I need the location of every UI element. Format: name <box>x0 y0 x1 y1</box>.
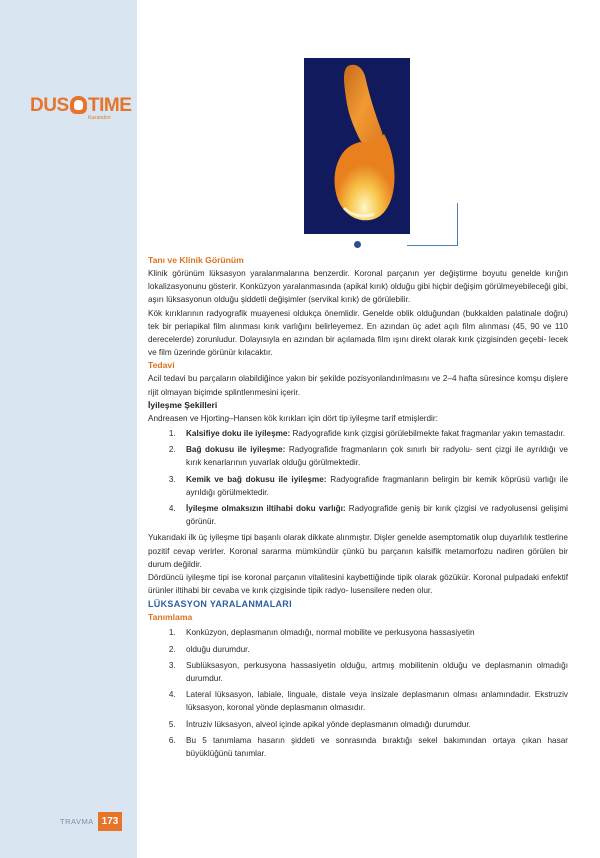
paragraph: Klinik görünüm lüksasyon yaralanmalarına benzerdir. Koronal parçanın yer değiştirme boyutu genelde kırığın lokalizasyonunu gösterir. Konküzyon yaralanmasında (apikal kırık) olduğu gibi hiçbir değişim görülmeyebileceği gibi, aşırı lüksasyonun olduğu şiddetli değişimler (servikal kırık) de görülebilir. <box>148 269 568 305</box>
paragraph: Andreasen ve Hjorting–Hansen kök kırıkları için dört tip iyileşme tarif etmişlerdir: <box>148 413 438 423</box>
list-item: 2. olduğu durumdur. <box>178 643 568 656</box>
list-item-text: Radyografide geniş bir kırık çizgisi ve radyolusensi gelişimi görünür. <box>186 504 568 527</box>
figure-callout-line <box>407 203 458 246</box>
list-item <box>178 473 568 499</box>
logo-text-left: DUS <box>30 95 69 116</box>
logo-text-right: TIME <box>88 95 132 116</box>
list-item: 3. Sublüksasyon, perkusyona hassasiyetin olduğu, artmış mobilitenin olduğu ve deplasmanın olmadığı durumdur. <box>178 659 568 685</box>
paragraph: Kök kırıklarının radyografik muayenesi oldukça önemlidir. Genelde oblik olduğundan (bukkalden palatinale doğru) tek bir periapikal film alınması kırık varlığını belirleyemez. En azından üç adet açılı film alınması (45, 90 ve 110 derecelerde) zorunludur. Dolayısıyla en azından bir açılamada film ışını direkt olarak kırık çizgisinden geçebi- lecek ve film üzerinde görünür kılacaktır. <box>148 308 568 358</box>
list-item-text: Radyografide fragmanların belirgin bir kemik köprüsü varlığı ile ayrıldığı görülmektedir. <box>186 474 569 497</box>
list-item: 4. Lateral lüksasyon, labiale, linguale, distale veya insizale deplasmanın olması anlamındadır. Ekstruziv lüksasyon, koronal yönde deplasmanın olmasıdır. <box>178 688 568 714</box>
tooth-icon <box>70 96 87 114</box>
figure-callout-dot <box>354 241 361 248</box>
list-item <box>178 443 568 469</box>
dustime-logo <box>30 95 132 121</box>
footer-section-label: TRAVMA <box>60 817 94 826</box>
heading-tanimlama: Tanımlama <box>148 612 193 623</box>
list-item: 5. İntruziv lüksasyon, alveol içinde apikal yönde deplasmanın olmadığı durumdur. <box>178 718 568 731</box>
tooth-photo-image <box>304 58 410 234</box>
list-item-term: Kalsifiye doku ile iyileşme: <box>186 429 291 439</box>
paragraph: Yukarıdaki ilk üç iyileşme tipi başarılı olarak dikkate alınmıştır. Dişler genelde asemptomatik olup duyarlılık testlerine pozitif cevap verirler. Koronal sararma mümkündür çünkü bu parçanın kalsifik metamorfozu nadiren görülen bir durum değildir. <box>148 533 568 569</box>
list-item-term: İyileşme olmaksızın iltihabi doku varlığı: <box>186 504 346 514</box>
main-content <box>148 254 568 763</box>
root-fracture-photo <box>304 58 410 234</box>
luxation-definitions-list <box>148 626 568 760</box>
heading-tedavi: Tedavi <box>148 360 175 371</box>
heading-luksasyon: LÜKSASYON YARALANMALARI <box>148 599 292 610</box>
heading-iyilesme: İyileşme Şekilleri <box>148 399 218 410</box>
logo-tagline: Kazandırır <box>88 115 112 121</box>
list-item-term: Bağ dokusu ile iyileşme: <box>186 445 286 455</box>
list-item-text: Radyografide kırık çizgisi görülebilmekte fakat fragmanlar yakın temastadır. <box>290 429 566 439</box>
page-number: 173 <box>98 812 122 831</box>
list-item <box>178 427 568 440</box>
paragraph: Acil tedavi bu parçaların olabildiğince yakın bir şekilde pozisyonlandırılmasını ve 2–4 hafta süresince komşu dişlere rijit olmayan biçimde splintlenmesini içerir. <box>148 374 568 397</box>
list-item <box>178 502 568 528</box>
list-item: 1. Konküzyon, deplasmanın olmadığı, normal mobilite ve perkusyona hassasiyetin <box>178 626 568 639</box>
list-item-term: Kemik ve bağ dokusu ile iyileşme: <box>186 474 327 484</box>
list-item-text: Radyografide fragmanların çok sınırlı bir radyolu- sent çizgi ile ayrıldığı ve kırık kenarlarının yuvarlak olduğu görülmektedir. <box>186 445 568 468</box>
page-sidebar <box>0 0 137 858</box>
list-item: 6. Bu 5 tanımlama hasarın şiddeti ve sonrasında bıraktığı sekel bakımından ortaya çıkan hasar büyüklüğünü tanımlar. <box>178 734 568 760</box>
heading-tani: Tanı ve Klinik Görünüm <box>148 255 244 265</box>
healing-types-list <box>148 427 568 528</box>
paragraph: Dördüncü iyileşme tipi ise koronal parçanın vitalitesini kaybettiğinde tipik olarak gözükür. Koronal pulpadaki enfektif ürünler iltihabi bir cevaba ve kırık çizgisinde tipik radyo- lusensilere neden olur. <box>148 573 568 596</box>
